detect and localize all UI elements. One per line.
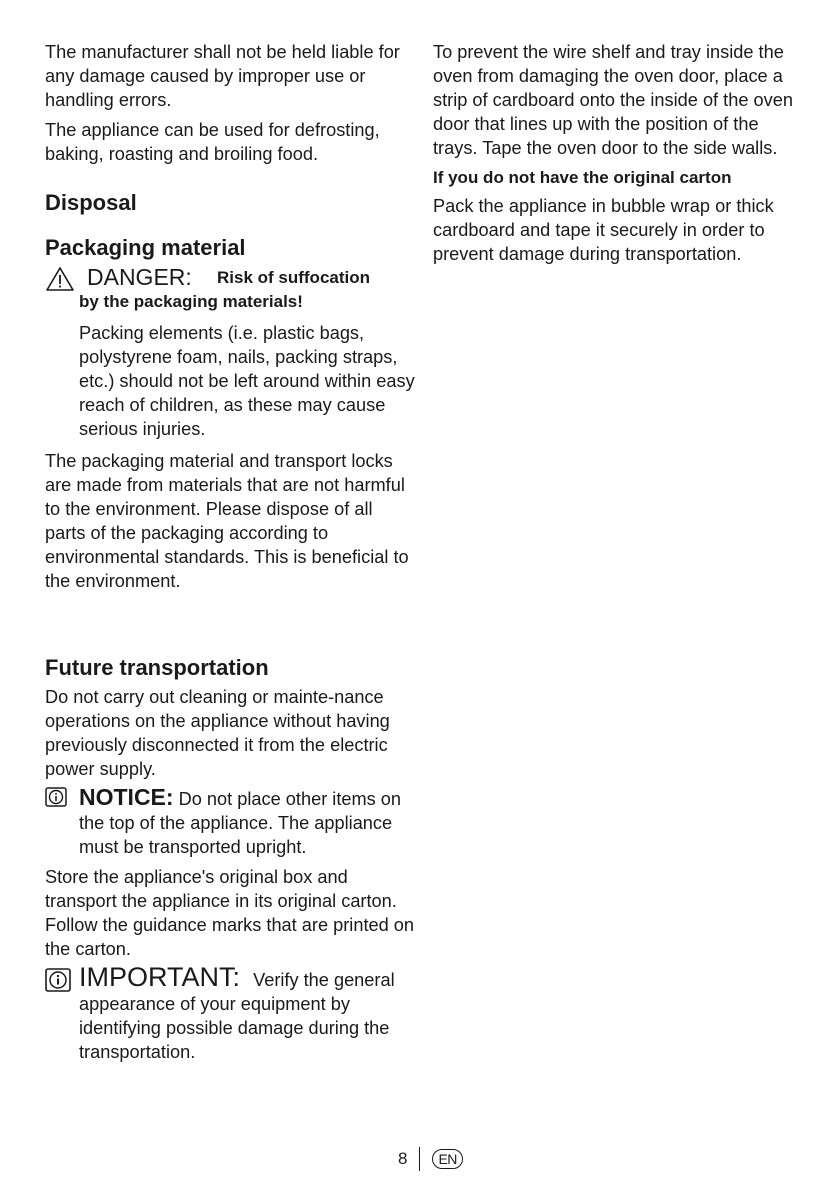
page-footer	[398, 1146, 463, 1172]
danger-heading-part2: by the packaging materials!	[79, 292, 303, 311]
info-icon	[45, 968, 71, 998]
power-supply-paragraph: Do not carry out cleaning or mainte-nance operations on the appliance without having previously disconnected it from the electric power supply.	[45, 687, 390, 779]
important-body: Verify the general appearance of your equipment by identifying possible damage during the transportation.	[79, 970, 395, 1062]
notice-block	[45, 785, 417, 859]
danger-heading-part1: Risk of suffocation	[217, 268, 371, 287]
danger-body: Packing elements (i.e. plastic bags, polystyrene foam, nails, packing straps, etc.) should not be left around within easy reach of children, as these may cause serious injuries.	[79, 323, 415, 439]
notice-label: NOTICE:	[79, 784, 174, 810]
danger-label: DANGER:	[87, 264, 192, 290]
language-badge: EN	[432, 1149, 462, 1169]
packaging-heading: Packaging material	[45, 235, 246, 260]
usage-paragraph: The appliance can be used for defrosting, baking, roasting and broiling food.	[45, 120, 380, 164]
page-number: 8	[398, 1149, 408, 1168]
important-block	[45, 962, 417, 1064]
info-icon	[45, 787, 67, 813]
notice-body: Do not place other items on the top of the appliance. The appliance must be transported upright.	[79, 789, 402, 857]
footer-divider	[419, 1147, 420, 1171]
liability-paragraph: The manufacturer shall not be held liable for any damage caused by improper use or handling errors.	[45, 42, 400, 110]
no-carton-heading: If you do not have the original carton	[433, 168, 732, 187]
store-box-paragraph: Store the appliance's original box and transport the appliance in its original carton. Follow the guidance marks that are printed on the carton.	[45, 867, 415, 959]
packaging-environment-paragraph: The packaging material and transport locks are made from materials that are not harmful to the environment. Please dispose of all parts of the packaging according to environmental standards. This is beneficial to the environment.	[45, 451, 409, 591]
bubble-wrap-paragraph: Pack the appliance in bubble wrap or thick cardboard and tape it securely in order to prevent damage during transportation.	[433, 196, 774, 264]
important-label: IMPORTANT:	[79, 962, 241, 992]
left-column	[45, 40, 417, 1064]
right-column	[433, 40, 798, 266]
wire-shelf-paragraph: To prevent the wire shelf and tray inside the oven from damaging the oven door, place a strip of cardboard onto the inside of the oven door that lines up with the position of the trays. Tape the oven door to the side walls.	[433, 42, 793, 158]
future-transportation-heading: Future transportation	[45, 655, 269, 680]
disposal-heading: Disposal	[45, 190, 137, 215]
